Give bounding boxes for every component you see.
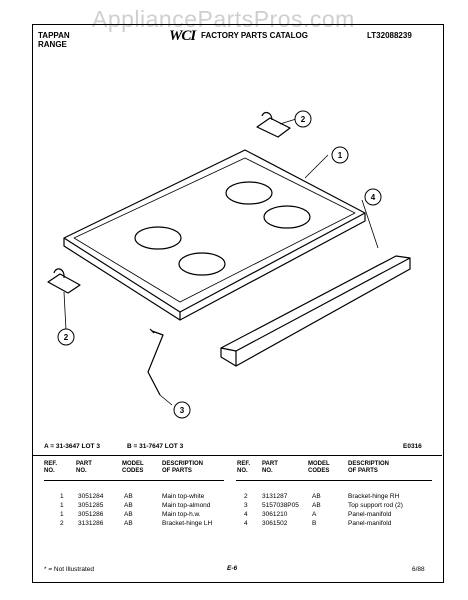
page-number: E-6 [227, 565, 238, 572]
not-illustrated-note: * = Not Illustrated [44, 566, 95, 573]
model-code: AB [124, 520, 133, 527]
main-top-front-edge [64, 238, 180, 320]
model-code: AB [124, 511, 133, 518]
ref-number: 1 [60, 511, 64, 518]
catalog-number: LT32088239 [367, 31, 412, 40]
burner-opening-rear-left [226, 182, 272, 204]
ref-number: 4 [244, 511, 248, 518]
part-number: 3051285 [78, 502, 104, 509]
header-rule-right [236, 480, 432, 481]
part-description: Bracket-hinge LH [162, 520, 213, 527]
product-type: RANGE [38, 40, 67, 49]
hinge-bracket-rh [257, 118, 290, 137]
brand-name: TAPPAN [38, 31, 70, 40]
part-description: Main top-white [162, 493, 205, 500]
ref-number: 3 [244, 502, 248, 509]
part-description: Panel-manifold [348, 511, 392, 518]
part-description: Main top-almond [162, 502, 211, 509]
main-top-inner-lip [74, 158, 355, 302]
burner-opening-front-right [179, 253, 225, 275]
part-description: Bracket-hinge RH [348, 493, 400, 500]
callout-number-1: 1 [337, 151, 343, 160]
col-header-desc-right: DESCRIPTION OF PARTS [348, 461, 390, 474]
model-code: AB [124, 493, 133, 500]
ref-number: 1 [60, 493, 64, 500]
lot-a: A = 31-3647 LOT 3 [44, 443, 100, 450]
model-code: AB [312, 502, 321, 509]
col-header-desc-left: DESCRIPTION OF PARTS [162, 461, 204, 474]
wci-logo: WCI [169, 28, 196, 44]
col-header-part-left: PART NO. [76, 461, 92, 474]
part-number: 3131287 [262, 493, 288, 500]
watermark: AppliancePartsPros.com [92, 6, 355, 32]
lot-b: B = 31-7647 LOT 3 [127, 443, 184, 450]
manifold-panel [221, 256, 410, 351]
burner-opening-rear-right [264, 206, 310, 228]
part-number: 3051286 [78, 511, 104, 518]
exploded-parts-diagram [33, 60, 441, 420]
part-number: 3131286 [78, 520, 104, 527]
model-code: A [312, 511, 317, 518]
model-code: B [312, 520, 317, 527]
col-header-ref-right: REF. NO. [237, 461, 251, 474]
part-description: Top support rod (2) [348, 502, 403, 509]
part-description: Panel-manifold [348, 520, 392, 527]
ref-number: 2 [244, 493, 248, 500]
part-number: 3061210 [262, 511, 288, 518]
callout-number-2b: 2 [63, 333, 69, 342]
catalog-title: FACTORY PARTS CATALOG [201, 31, 308, 40]
col-header-part-right: PART NO. [262, 461, 278, 474]
callout-number-2a: 2 [300, 115, 306, 124]
part-number: 3051284 [78, 493, 104, 500]
callout-number-4: 4 [370, 193, 376, 202]
col-header-model-left: MODEL CODES [122, 461, 144, 474]
col-header-model-right: MODEL CODES [308, 461, 330, 474]
model-code: AB [312, 493, 321, 500]
header-rule-left [44, 480, 224, 481]
model-code: AB [124, 502, 133, 509]
callout-number-3: 3 [179, 406, 185, 415]
ref-number: 1 [60, 502, 64, 509]
col-header-ref-left: REF. NO. [44, 461, 58, 474]
main-top-side-edge [180, 213, 365, 320]
part-number: 5157038P05 [262, 502, 299, 509]
top-support-rod [148, 331, 163, 395]
catalog-date: 6/88 [412, 566, 425, 573]
ref-number: 2 [60, 520, 64, 527]
table-top-rule [33, 455, 442, 456]
part-number: 3061502 [262, 520, 288, 527]
burner-opening-front-left [135, 227, 181, 249]
drawing-code: E0316 [403, 443, 422, 450]
part-description: Main top-h.w. [162, 511, 201, 518]
ref-number: 4 [244, 520, 248, 527]
